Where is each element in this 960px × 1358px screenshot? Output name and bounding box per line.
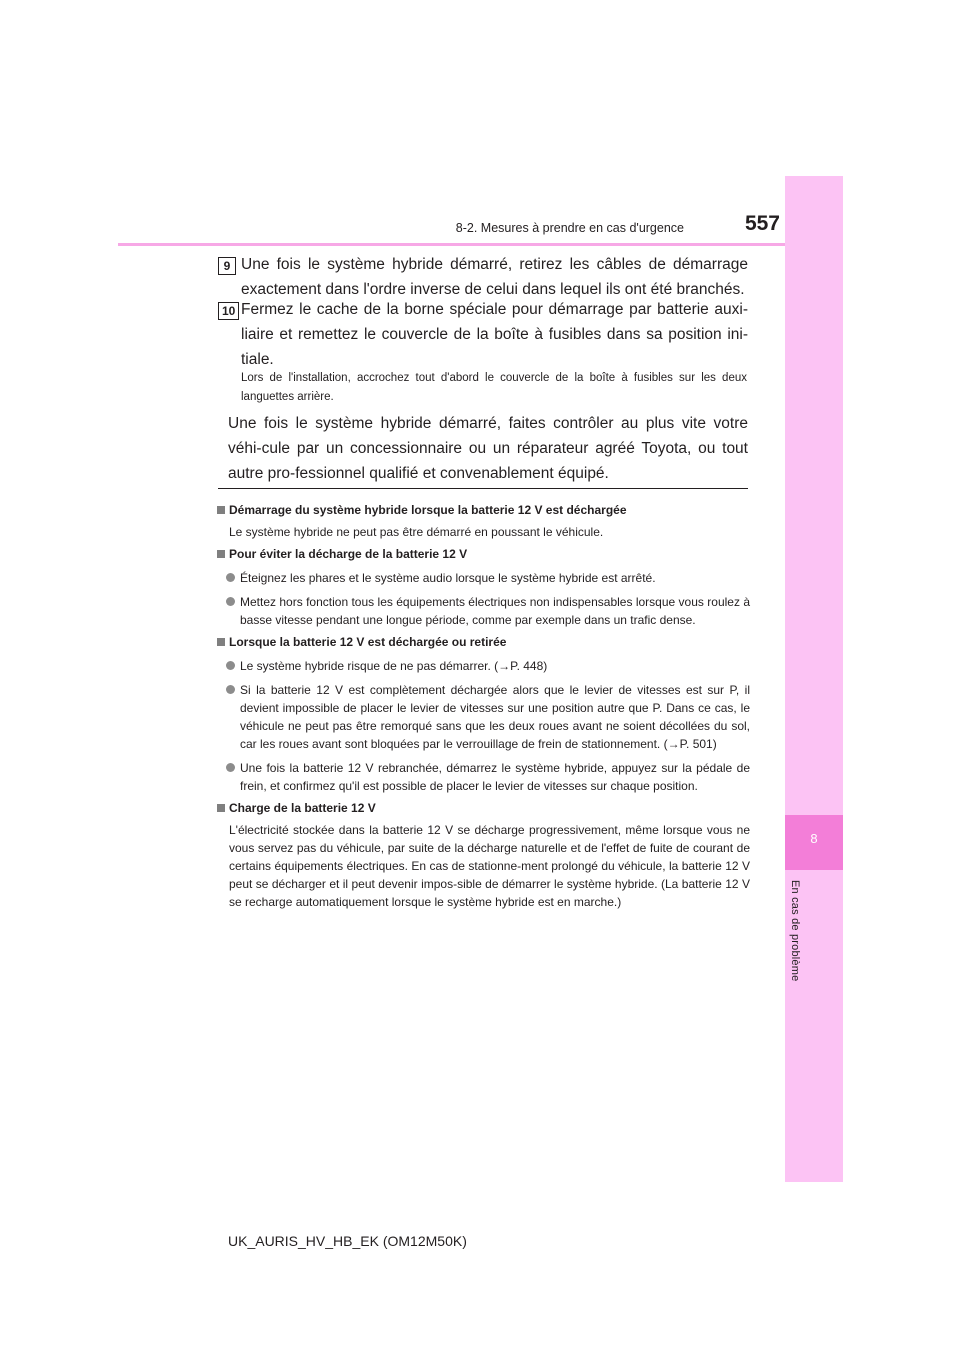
step-10 — [218, 297, 748, 372]
document-footer: UK_AURIS_HV_HB_EK (OM12M50K) — [228, 1233, 467, 1249]
list-item — [216, 759, 750, 795]
note-heading-text: Pour éviter la décharge de la batterie 12 V — [229, 547, 468, 561]
list-item — [216, 657, 750, 675]
circle-bullet-icon — [226, 597, 235, 606]
note-block — [216, 501, 750, 541]
circle-bullet-icon — [226, 573, 235, 582]
square-bullet-icon — [217, 638, 225, 646]
square-bullet-icon — [217, 506, 225, 514]
step-text: Fermez le cache de la borne spéciale pour démarrage par batterie auxi-liaire et remettez le couvercle de la boîte à fusibles dans sa position ini-tiale. — [241, 301, 748, 368]
header-rule — [118, 243, 785, 246]
note-block — [216, 545, 750, 629]
step-text: Une fois le système hybride démarré, retirez les câbles de démarrage exactement dans l'ordre inverse de celui dans lequel ils ont été branchés. — [241, 256, 748, 298]
list-item-text: Le système hybride risque de ne pas démarrer. (→P. 448) — [240, 659, 548, 673]
note-heading — [216, 799, 750, 817]
step-number-badge: 9 — [218, 257, 236, 275]
square-bullet-icon — [217, 550, 225, 558]
note-heading — [216, 633, 750, 651]
list-item-text: Mettez hors fonction tous les équipements électriques non indispensables lorsque vous roulez à basse vitesse pendant une longue période, comme par exemple dans un trafic dense. — [240, 595, 750, 627]
note-body: Le système hybride ne peut pas être démarré en poussant le véhicule. — [229, 525, 604, 539]
page-number: 557 — [744, 212, 780, 235]
circle-bullet-icon — [226, 685, 235, 694]
note-block — [216, 799, 750, 911]
list-item-text: Si la batterie 12 V est complètement déchargée alors que le levier de vitesses est sur P, il devient impossible de placer le levier de vitesses sur une position autre que P. Dans ce cas, le véhicule ne peut pas être remorqué sans que les deux roues avant ne soient décollées du sol, car les roues avant sont bloquées par le verrouillage de frein de stationnement. (→P. 501) — [240, 683, 750, 751]
list-item — [216, 681, 750, 753]
step-9 — [218, 252, 748, 302]
circle-bullet-icon — [226, 763, 235, 772]
chapter-number: 8 — [810, 831, 818, 846]
main-paragraph: Une fois le système hybride démarré, faites contrôler au plus vite votre véhi-cule par un concessionnaire ou un réparateur agréé Toyota, ou tout autre pro-fessionnel qualifié et convenablement équipé. — [228, 415, 748, 482]
list-item — [216, 593, 750, 629]
list-item-text: Une fois la batterie 12 V rebranchée, démarrez le système hybride, appuyez sur la pédale de frein, et confirmez qu'il est possible de placer le levier de vitesses sur chaque position. — [240, 761, 750, 793]
section-title: 8-2. Mesures à prendre en cas d'urgence — [455, 221, 684, 235]
note-heading-text: Charge de la batterie 12 V — [229, 801, 376, 815]
note-heading — [216, 545, 750, 563]
list-item — [216, 569, 750, 587]
note-heading-text: Démarrage du système hybride lorsque la batterie 12 V est déchargée — [229, 503, 627, 517]
step-number-badge: 10 — [218, 302, 239, 320]
note-heading — [216, 501, 750, 519]
section-divider — [218, 488, 748, 489]
circle-bullet-icon — [226, 661, 235, 670]
square-bullet-icon — [217, 804, 225, 812]
notes-section — [216, 497, 750, 911]
step-note: Lors de l'installation, accrochez tout d'abord le couvercle de la boîte à fusibles sur les deux languettes arrière. — [241, 372, 747, 403]
note-body: L'électricité stockée dans la batterie 12 V se décharge progressivement, même lorsque vous ne vous servez pas du véhicule, par suite de la décharge naturelle et de l'effet de fuite de courant de certains équipements électriques. En cas de stationne-ment prolongé du véhicule, la batterie 12 V peut se décharger et il peut devenir impos-sible de démarrer le système hybride. (La batterie 12 V se recharge automatiquement lorsque le système hybride est en marche.) — [229, 823, 750, 909]
chapter-title: En cas de problème — [789, 880, 801, 982]
note-heading-text: Lorsque la batterie 12 V est déchargée ou retirée — [229, 635, 507, 649]
note-block — [216, 633, 750, 795]
list-item-text: Éteignez les phares et le système audio lorsque le système hybride est arrêté. — [240, 571, 656, 585]
chapter-side-tab — [785, 176, 843, 1182]
